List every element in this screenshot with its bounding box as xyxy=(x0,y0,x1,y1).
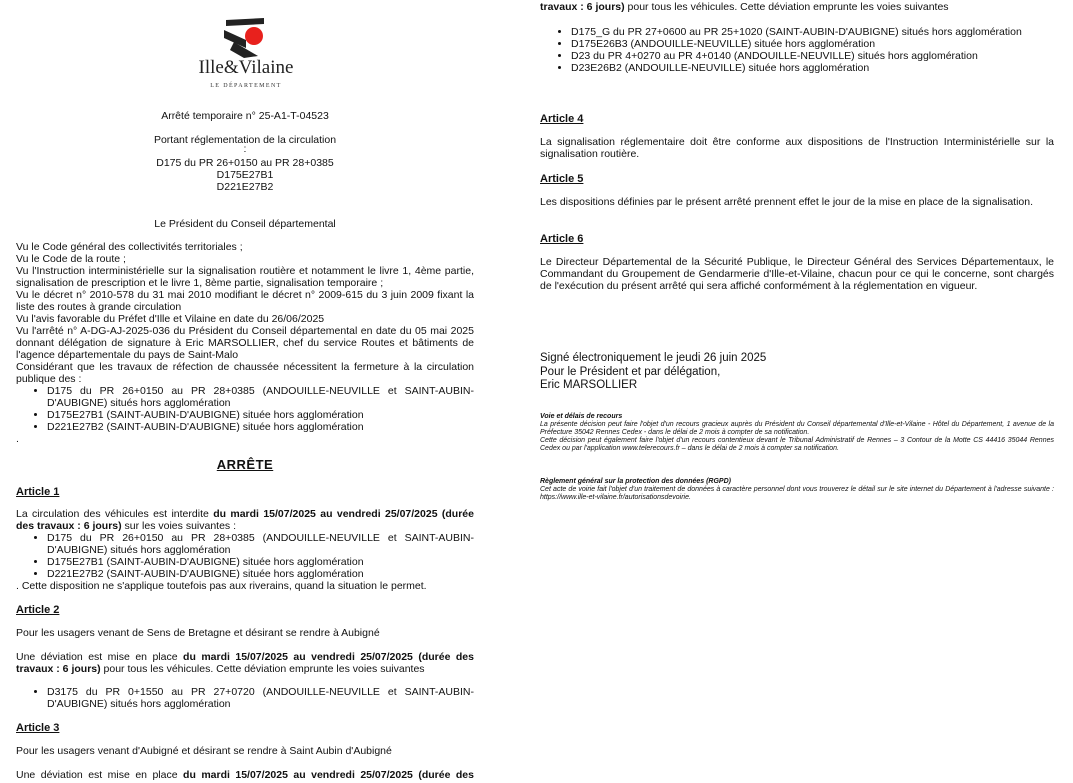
article-2-title: Article 2 xyxy=(16,604,60,616)
list-item: • D3175 du PR 0+1550 au PR 27+0720 (ANDOUILLE-NEUVILLE et SAINT-AUBIN-D'AUBIGNE) situés hors agglomération xyxy=(47,686,474,710)
article-1-title: Article 1 xyxy=(16,486,60,498)
considerant-line: Vu le décret n° 2010-578 du 31 mai 2010 modifiant le décret n° 2009-615 du 3 juin 2009 fixant la liste des routes à grande circulation xyxy=(16,289,474,313)
list-item: • D175E27B1 (SAINT-AUBIN-D'AUBIGNE) située hors agglomération xyxy=(47,556,474,568)
article-2-road-list xyxy=(16,686,474,710)
article-3-road-list-wrap xyxy=(540,26,1054,74)
article-3-intro: Pour les usagers venant d'Aubigné et désirant se rendre à Saint Aubin d'Aubigné xyxy=(16,745,392,757)
article-2-intro: Pour les usagers venant de Sens de Bretagne et désirant se rendre à Aubigné xyxy=(16,627,380,639)
article-5-title: Article 5 xyxy=(540,173,584,185)
article-1-text: La circulation des véhicules est interdite du mardi 15/07/2025 au vendredi 25/07/2025 (durée des travaux : 6 jours) sur les voies suivantes : xyxy=(16,508,474,532)
recours-text-1: La présente décision peut faire l'objet d'un recours gracieux auprès du Président du Conseil départemental d'Ille-et-Vilaine - Hôtel du Département, 1 avenue de la Préfecture 35042 Rennes Cedex - dans le délai de 2 mois à compter de sa notification. xyxy=(540,421,1054,436)
signature-name: Eric MARSOLLIER xyxy=(540,379,638,391)
signature-date: Signé électroniquement le jeudi 26 juin 2025 xyxy=(540,352,767,364)
considerant-line: Vu l'arrêté n° A-DG-AJ-2025-036 du Président du Conseil départemental en date du 05 mai 2025 donnant délégation de signature à Eric MARSOLLIER, chef du service Routes et bâtiments de l'agence départementale du pays de Saint-Malo xyxy=(16,325,474,361)
logo-emblem-icon xyxy=(186,14,306,60)
arrete-reference: Arrêté temporaire n° 25-A1-T-04523 xyxy=(161,110,329,122)
rgpd-block xyxy=(540,478,1054,502)
article-3-title: Article 3 xyxy=(16,722,60,734)
article-5-text: Les dispositions définies par le présent arrêté prennent effet le jour de la mise en place de la signalisation. xyxy=(540,196,1034,208)
article-1-note: . Cette disposition ne s'applique toutefois pas aux riverains, quand la situation le permet. xyxy=(16,580,427,592)
recours-block xyxy=(540,413,1054,453)
article-3-text-continued: travaux : 6 jours) pour tous les véhicules. Cette déviation emprunte les voies suivantes xyxy=(540,1,949,13)
recours-text-2: Cette décision peut également faire l'objet d'un recours contentieux devant le Tribunal Administratif de Rennes – 3 Contour de la Motte CS 44416 35044 Rennes Cedex ou par l'application www.telerecours.fr – dans le délai de 2 mois à compter sa notification. xyxy=(540,437,1054,452)
considerants xyxy=(16,241,474,445)
considerant-road-list xyxy=(16,385,474,433)
separator-dot: . xyxy=(16,433,19,445)
considerant-line: Vu l'Instruction interministérielle sur la signalisation routière et notamment le livre 1, 4ème partie, signalisation de prescription et le livre 1, 8ème partie, signalisation temporaire ; xyxy=(16,265,474,289)
department-logo xyxy=(186,14,306,94)
subject-colon: : xyxy=(243,143,247,155)
article-1-road-list xyxy=(16,532,474,580)
logo-wordmark: Ille&Vilaine xyxy=(198,57,294,78)
list-item: • D175 du PR 26+0150 au PR 28+0385 (ANDOUILLE-NEUVILLE et SAINT-AUBIN-D'AUBIGNE) situés hors agglomération xyxy=(47,385,474,409)
recours-title: Voie et délais de recours xyxy=(540,413,623,420)
list-item: • D23E26B2 (ANDOUILLE-NEUVILLE) située hors agglomération xyxy=(571,62,1054,74)
rgpd-text: Cet acte de voirie fait l'objet d'un traitement de données à caractère personnel dont vous trouverez le détail sur le site internet du Département à l'adresse suivante : https://www.ille-et-vilaine.fr/autorisationsdevoirie. xyxy=(540,486,1054,501)
article-2-text: Une déviation est mise en place du mardi 15/07/2025 au vendredi 25/07/2025 (durée des travaux : 6 jours) pour tous les véhicules. Cette déviation emprunte les voies suivantes xyxy=(16,651,474,675)
list-item: • D221E27B2 (SAINT-AUBIN-D'AUBIGNE) située hors agglomération xyxy=(47,421,474,433)
article-4-title: Article 4 xyxy=(540,113,584,125)
list-item: • D23 du PR 4+0270 au PR 4+0140 (ANDOUILLE-NEUVILLE) situés hors agglomération xyxy=(571,50,1054,62)
logo-subtitle: LE DÉPARTEMENT xyxy=(210,83,282,89)
considerant-line: Considérant que les travaux de réfection de chaussée nécessitent la fermeture à la circulation publique des : xyxy=(16,361,474,385)
signature-block xyxy=(540,352,766,393)
considerant-line: Vu l'avis favorable du Préfet d'Ille et Vilaine en date du 26/06/2025 xyxy=(16,313,325,325)
article-6-text: Le Directeur Départemental de la Sécurité Publique, le Directeur Général des Services Départementaux, le Commandant du Groupement de Gendarmerie d'Ille-et-Vilaine, chacun pour ce qui le concerne, sont chargés de l'exécution du présent arrêté qui sera affiché conformément à la réglementation en vigueur. xyxy=(540,256,1054,292)
article-1-body xyxy=(16,508,474,592)
article-4-text: La signalisation réglementaire doit être conforme aux dispositions de l'Instruction Interministérielle sur la signalisation routière. xyxy=(540,136,1054,160)
considerant-line: Vu le Code général des collectivités territoriales ; xyxy=(16,241,243,253)
list-item: • D175E27B1 (SAINT-AUBIN-D'AUBIGNE) située hors agglomération xyxy=(47,409,474,421)
arrete-heading: ARRÊTE xyxy=(216,457,274,472)
list-item: • D175 du PR 26+0150 au PR 28+0385 (ANDOUILLE-NEUVILLE et SAINT-AUBIN-D'AUBIGNE) situés hors agglomération xyxy=(47,532,474,556)
header-road-1: D175 du PR 26+0150 au PR 28+0385 xyxy=(156,157,334,169)
arrete-subject: Portant réglementation de la circulation xyxy=(153,134,337,146)
considerant-line: Vu le Code de la route ; xyxy=(16,253,126,265)
article-6-title: Article 6 xyxy=(540,233,584,245)
article-3-road-list xyxy=(540,26,1054,74)
header-road-3: D221E27B2 xyxy=(216,181,274,193)
list-item: • D175E26B3 (ANDOUILLE-NEUVILLE) située hors agglomération xyxy=(571,38,1054,50)
header-road-2: D175E27B1 xyxy=(216,169,274,181)
rgpd-title: Règlement général sur la protection des données (RGPD) xyxy=(540,478,731,485)
list-item: • D175_G du PR 27+0600 au PR 25+1020 (SAINT-AUBIN-D'AUBIGNE) situés hors agglomération xyxy=(571,26,1054,38)
president-line: Le Président du Conseil départemental xyxy=(154,218,336,230)
article-2-body xyxy=(16,651,474,710)
article-3-text-start: Une déviation est mise en place du mardi 15/07/2025 au vendredi 25/07/2025 (durée des xyxy=(16,769,474,781)
signature-delegation: Pour le Président et par délégation, xyxy=(540,365,721,378)
list-item: • D221E27B2 (SAINT-AUBIN-D'AUBIGNE) située hors agglomération xyxy=(47,568,474,580)
